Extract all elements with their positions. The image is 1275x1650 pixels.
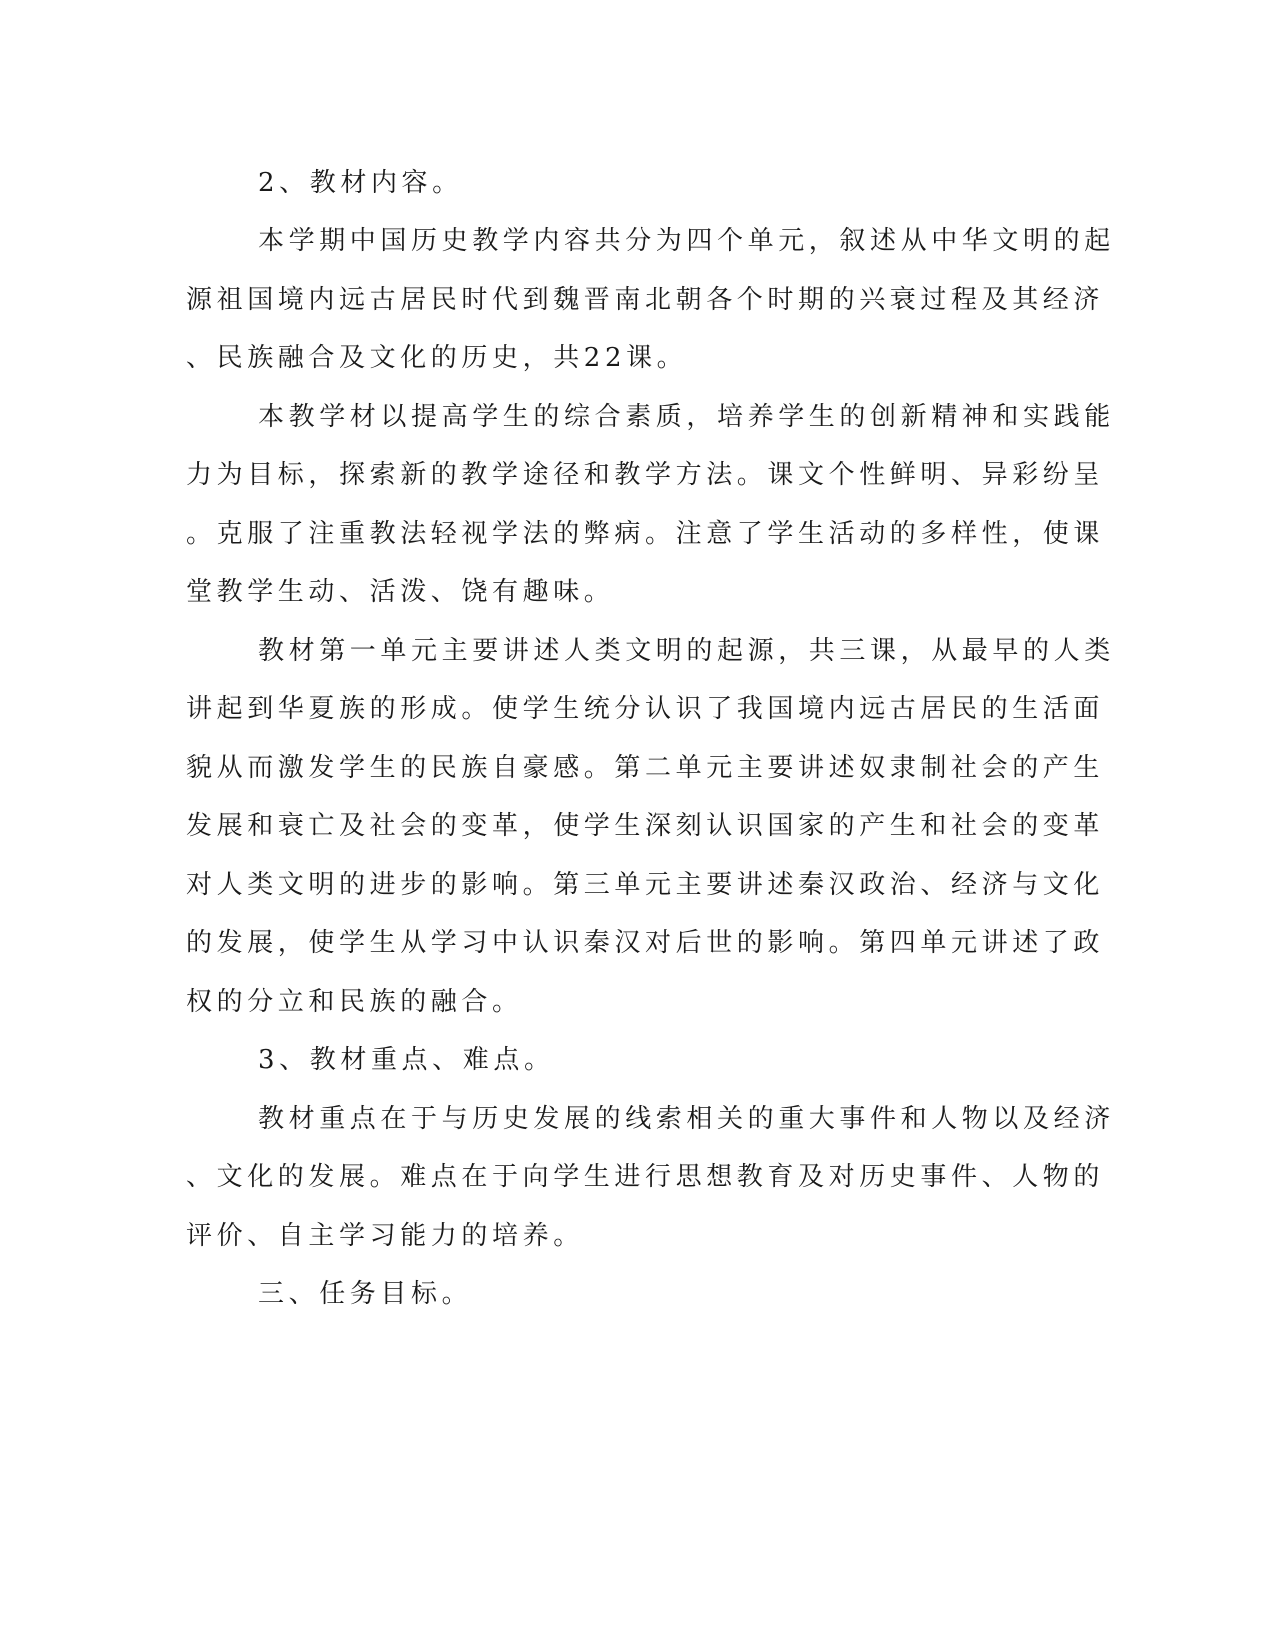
- paragraph-line: 、文化的发展。难点在于向学生进行思想教育及对历史事件、人物的: [186, 1162, 1105, 1192]
- section-heading: 3、教材重点、难点。: [258, 1045, 555, 1075]
- paragraph-line: 源祖国境内远古居民时代到魏晋南北朝各个时期的兴衰过程及其经济: [186, 285, 1105, 315]
- paragraph-line: 对人类文明的进步的影响。第三单元主要讲述秦汉政治、经济与文化: [186, 870, 1105, 900]
- paragraph-line: 的发展，使学生从学习中认识秦汉对后世的影响。第四单元讲述了政: [186, 928, 1105, 958]
- paragraph-line: 本教学材以提高学生的综合素质，培养学生的创新精神和实践能: [258, 402, 1115, 432]
- paragraph-line: 权的分立和民族的融合。: [186, 987, 523, 1017]
- paragraph-line: 讲起到华夏族的形成。使学生统分认识了我国境内远古居民的生活面: [186, 694, 1105, 724]
- paragraph-line: 教材第一单元主要讲述人类文明的起源，共三课，从最早的人类: [258, 636, 1115, 666]
- paragraph-line: 。克服了注重教法轻视学法的弊病。注意了学生活动的多样性，使课: [186, 519, 1105, 549]
- paragraph-line: 堂教学生动、活泼、饶有趣味。: [186, 577, 615, 607]
- section-heading: 2、教材内容。: [258, 168, 463, 198]
- paragraph-line: 评价、自主学习能力的培养。: [186, 1221, 584, 1251]
- paragraph-line: 发展和衰亡及社会的变革，使学生深刻认识国家的产生和社会的变革: [186, 811, 1105, 841]
- paragraph-line: 力为目标，探索新的教学途径和教学方法。课文个性鲜明、异彩纷呈: [186, 460, 1105, 490]
- paragraph-line: 貌从而激发学生的民族自豪感。第二单元主要讲述奴隶制社会的产生: [186, 753, 1105, 783]
- paragraph-line: 教材重点在于与历史发展的线索相关的重大事件和人物以及经济: [258, 1104, 1115, 1134]
- paragraph-line: 、民族融合及文化的历史，共22课。: [186, 343, 688, 373]
- paragraph-line: 本学期中国历史教学内容共分为四个单元，叙述从中华文明的起: [258, 226, 1115, 256]
- section-heading: 三、任务目标。: [258, 1279, 473, 1309]
